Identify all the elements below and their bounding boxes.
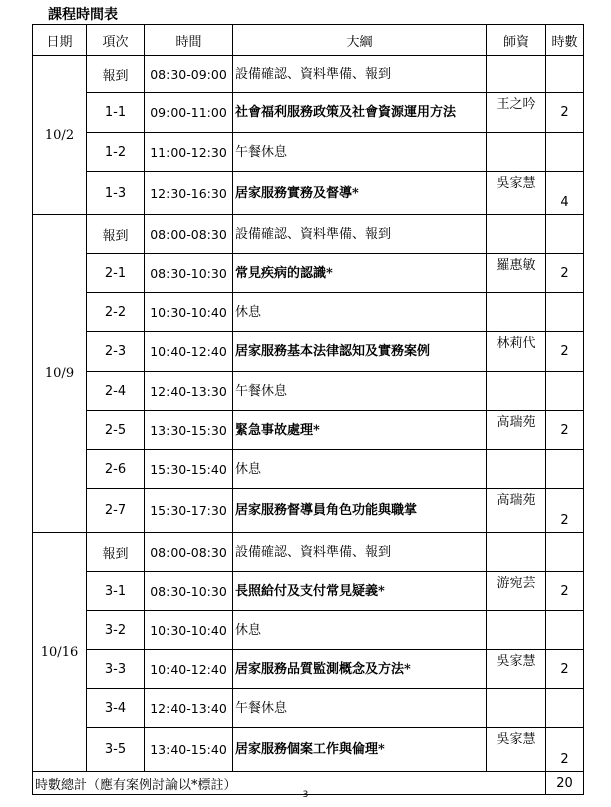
- page-number: 3: [302, 790, 309, 800]
- item-cell: 報到: [87, 215, 145, 254]
- teacher-cell: 吳家慧: [487, 650, 546, 689]
- time-cell: 12:40-13:30: [145, 372, 233, 411]
- time-cell: 10:40-12:40: [145, 332, 233, 372]
- item-cell: 2-2: [87, 293, 145, 332]
- item-cell: 2-1: [87, 254, 145, 293]
- outline-cell: 居家服務基本法律認知及實務案例: [233, 332, 487, 372]
- table-row: [33, 293, 584, 332]
- header-date: 日期: [33, 25, 87, 56]
- time-cell: 12:40-13:40: [145, 689, 233, 728]
- hours-cell: [546, 372, 584, 411]
- time-cell: 08:00-08:30: [145, 533, 233, 572]
- date-cell: 10/9: [33, 215, 87, 533]
- hours-cell: 2: [546, 254, 584, 293]
- time-cell: 11:00-12:30: [145, 133, 233, 172]
- item-cell: 3-5: [87, 728, 145, 772]
- item-cell: 1-3: [87, 172, 145, 215]
- outline-cell: 休息: [233, 450, 487, 489]
- outline-cell: 午餐休息: [233, 372, 487, 411]
- item-cell: 2-7: [87, 489, 145, 533]
- header-teacher: 師資: [487, 25, 546, 56]
- hours-cell: [546, 450, 584, 489]
- outline-cell: 設備確認、資料準備、報到: [233, 533, 487, 572]
- teacher-cell: [487, 215, 546, 254]
- outline-cell: 設備確認、資料準備、報到: [233, 56, 487, 93]
- table-row: [33, 332, 584, 372]
- table-row: [33, 489, 584, 533]
- item-cell: 3-3: [87, 650, 145, 689]
- teacher-cell: 吳家慧: [487, 172, 546, 215]
- table-row: [33, 411, 584, 450]
- time-cell: 08:30-10:30: [145, 254, 233, 293]
- teacher-cell: [487, 133, 546, 172]
- time-cell: 13:30-15:30: [145, 411, 233, 450]
- teacher-cell: 游宛芸: [487, 572, 546, 611]
- header-hours: 時數: [546, 25, 584, 56]
- table-row: [33, 689, 584, 728]
- hours-cell: [546, 611, 584, 650]
- item-cell: 2-6: [87, 450, 145, 489]
- time-cell: 09:00-11:00: [145, 93, 233, 133]
- hours-cell: [546, 215, 584, 254]
- table-row: [33, 133, 584, 172]
- outline-cell: 休息: [233, 611, 487, 650]
- hours-cell: 2: [546, 728, 584, 772]
- teacher-cell: [487, 611, 546, 650]
- time-cell: 08:30-10:30: [145, 572, 233, 611]
- outline-cell: 居家服務個案工作與倫理*: [233, 728, 487, 772]
- outline-cell: 常見疾病的認識*: [233, 254, 487, 293]
- outline-cell: 午餐休息: [233, 689, 487, 728]
- teacher-cell: 高瑞苑: [487, 411, 546, 450]
- table-row: [33, 254, 584, 293]
- hours-cell: [546, 133, 584, 172]
- time-cell: 15:30-17:30: [145, 489, 233, 533]
- hours-cell: 2: [546, 572, 584, 611]
- hours-cell: [546, 689, 584, 728]
- time-cell: 10:30-10:40: [145, 293, 233, 332]
- page-title: 課程時間表: [48, 7, 118, 23]
- hours-cell: [546, 533, 584, 572]
- time-cell: 10:30-10:40: [145, 611, 233, 650]
- hours-cell: 2: [546, 650, 584, 689]
- item-cell: 3-1: [87, 572, 145, 611]
- table-row: [33, 56, 584, 93]
- header-row: [33, 25, 584, 56]
- table-row: [33, 572, 584, 611]
- item-cell: 3-4: [87, 689, 145, 728]
- outline-cell: 居家服務督導員角色功能與職掌: [233, 489, 487, 533]
- table-row: [33, 450, 584, 489]
- hours-cell: 2: [546, 411, 584, 450]
- date-cell: 10/2: [33, 56, 87, 215]
- hours-cell: [546, 56, 584, 93]
- time-cell: 10:40-12:40: [145, 650, 233, 689]
- item-cell: 3-2: [87, 611, 145, 650]
- item-cell: 2-4: [87, 372, 145, 411]
- item-cell: 1-2: [87, 133, 145, 172]
- schedule-table: [32, 24, 584, 795]
- outline-cell: 緊急事故處理*: [233, 411, 487, 450]
- item-cell: 2-3: [87, 332, 145, 372]
- teacher-cell: [487, 533, 546, 572]
- teacher-cell: [487, 372, 546, 411]
- hours-cell: 2: [546, 93, 584, 133]
- table-row: [33, 93, 584, 133]
- header-item: 項次: [87, 25, 145, 56]
- outline-cell: 設備確認、資料準備、報到: [233, 215, 487, 254]
- teacher-cell: 林莉代: [487, 332, 546, 372]
- total-hours: 20: [546, 772, 584, 795]
- table-row: [33, 728, 584, 772]
- table-row: [33, 372, 584, 411]
- hours-cell: 4: [546, 172, 584, 215]
- time-cell: 08:00-08:30: [145, 215, 233, 254]
- table-row: [33, 611, 584, 650]
- teacher-cell: [487, 689, 546, 728]
- teacher-cell: [487, 56, 546, 93]
- time-cell: 15:30-15:40: [145, 450, 233, 489]
- item-cell: 2-5: [87, 411, 145, 450]
- outline-cell: 居家服務實務及督導*: [233, 172, 487, 215]
- header-outline: 大綱: [233, 25, 487, 56]
- time-cell: 12:30-16:30: [145, 172, 233, 215]
- teacher-cell: 吳家慧: [487, 728, 546, 772]
- outline-cell: 社會福利服務政策及社會資源運用方法: [233, 93, 487, 133]
- item-cell: 1-1: [87, 93, 145, 133]
- teacher-cell: 羅惠敏: [487, 254, 546, 293]
- table-row: [33, 215, 584, 254]
- hours-cell: 2: [546, 489, 584, 533]
- outline-cell: 長照給付及支付常見疑義*: [233, 572, 487, 611]
- table-row: [33, 650, 584, 689]
- time-cell: 08:30-09:00: [145, 56, 233, 93]
- item-cell: 報到: [87, 533, 145, 572]
- hours-cell: 2: [546, 332, 584, 372]
- outline-cell: 休息: [233, 293, 487, 332]
- outline-cell: 居家服務品質監測概念及方法*: [233, 650, 487, 689]
- date-cell: 10/16: [33, 533, 87, 772]
- total-label: 時數總計（應有案例討論以*標註）: [33, 772, 546, 795]
- time-cell: 13:40-15:40: [145, 728, 233, 772]
- header-time: 時間: [145, 25, 233, 56]
- teacher-cell: [487, 450, 546, 489]
- outline-cell: 午餐休息: [233, 133, 487, 172]
- table-row: [33, 533, 584, 572]
- teacher-cell: 王之吟: [487, 93, 546, 133]
- table-row: [33, 172, 584, 215]
- item-cell: 報到: [87, 56, 145, 93]
- teacher-cell: [487, 293, 546, 332]
- teacher-cell: 高瑞苑: [487, 489, 546, 533]
- hours-cell: [546, 293, 584, 332]
